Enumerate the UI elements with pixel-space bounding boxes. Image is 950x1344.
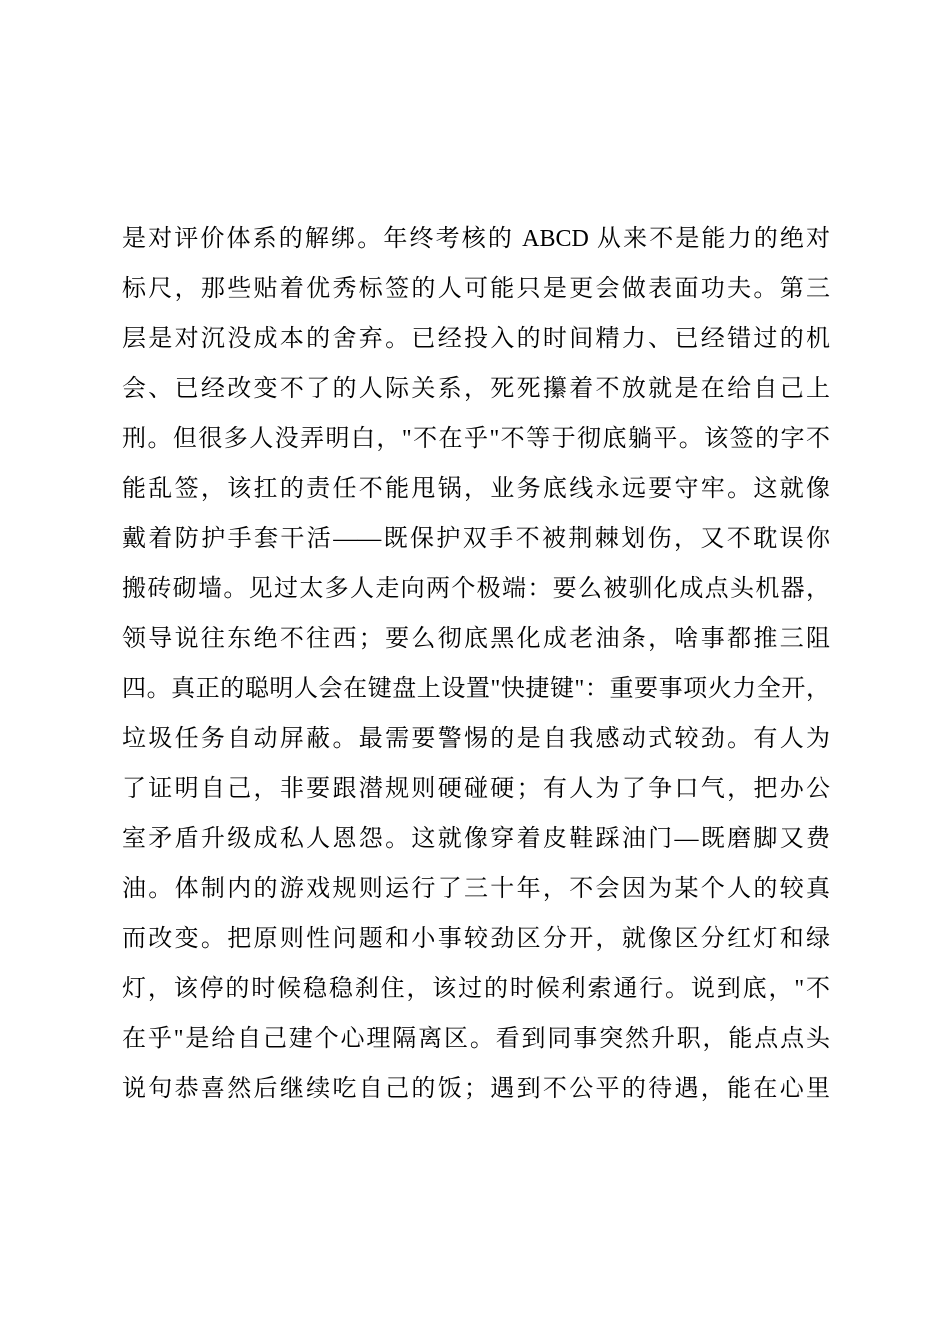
text-line: 四。真正的聪明人会在键盘上设置"快捷键"：重要事项火力全开， [122, 676, 830, 702]
text-line: 说句恭喜然后继续吃自己的饭；遇到不公平的待遇，能在心里 [122, 1076, 830, 1102]
text-line: 油。体制内的游戏规则运行了三十年，不会因为某个人的较真 [122, 876, 830, 902]
text-line: 室矛盾升级成私人恩怨。这就像穿着皮鞋踩油门—既磨脚又费 [122, 826, 830, 852]
document-text [122, 214, 830, 1114]
text-line: 戴着防护手套干活——既保护双手不被荆棘划伤，又不耽误你 [122, 526, 830, 552]
text-line: 层是对沉没成本的舍弃。已经投入的时间精力、已经错过的机 [122, 326, 830, 352]
text-line: 了证明自己，非要跟潜规则硬碰硬；有人为了争口气，把办公 [122, 776, 830, 802]
text-line: 而改变。把原则性问题和小事较劲区分开，就像区分红灯和绿 [122, 926, 830, 952]
text-line: 会、已经改变不了的人际关系，死死攥着不放就是在给自己上 [122, 376, 830, 402]
text-line: 在乎"是给自己建个心理隔离区。看到同事突然升职，能点点头 [122, 1026, 830, 1052]
text-line: 是对评价体系的解绑。年终考核的 ABCD 从来不是能力的绝对 [122, 226, 830, 252]
text-line: 搬砖砌墙。见过太多人走向两个极端：要么被驯化成点头机器， [122, 576, 830, 602]
text-line: 垃圾任务自动屏蔽。最需要警惕的是自我感动式较劲。有人为 [122, 726, 830, 752]
text-line: 刑。但很多人没弄明白，"不在乎"不等于彻底躺平。该签的字不 [122, 426, 830, 452]
text-line: 领导说往东绝不往西；要么彻底黑化成老油条，啥事都推三阻 [122, 626, 830, 652]
text-line: 灯，该停的时候稳稳刹住，该过的时候利索通行。说到底，"不 [122, 976, 830, 1002]
text-line: 能乱签，该扛的责任不能甩锅，业务底线永远要守牢。这就像 [122, 476, 830, 502]
text-line: 标尺，那些贴着优秀标签的人可能只是更会做表面功夫。第三 [122, 276, 830, 302]
